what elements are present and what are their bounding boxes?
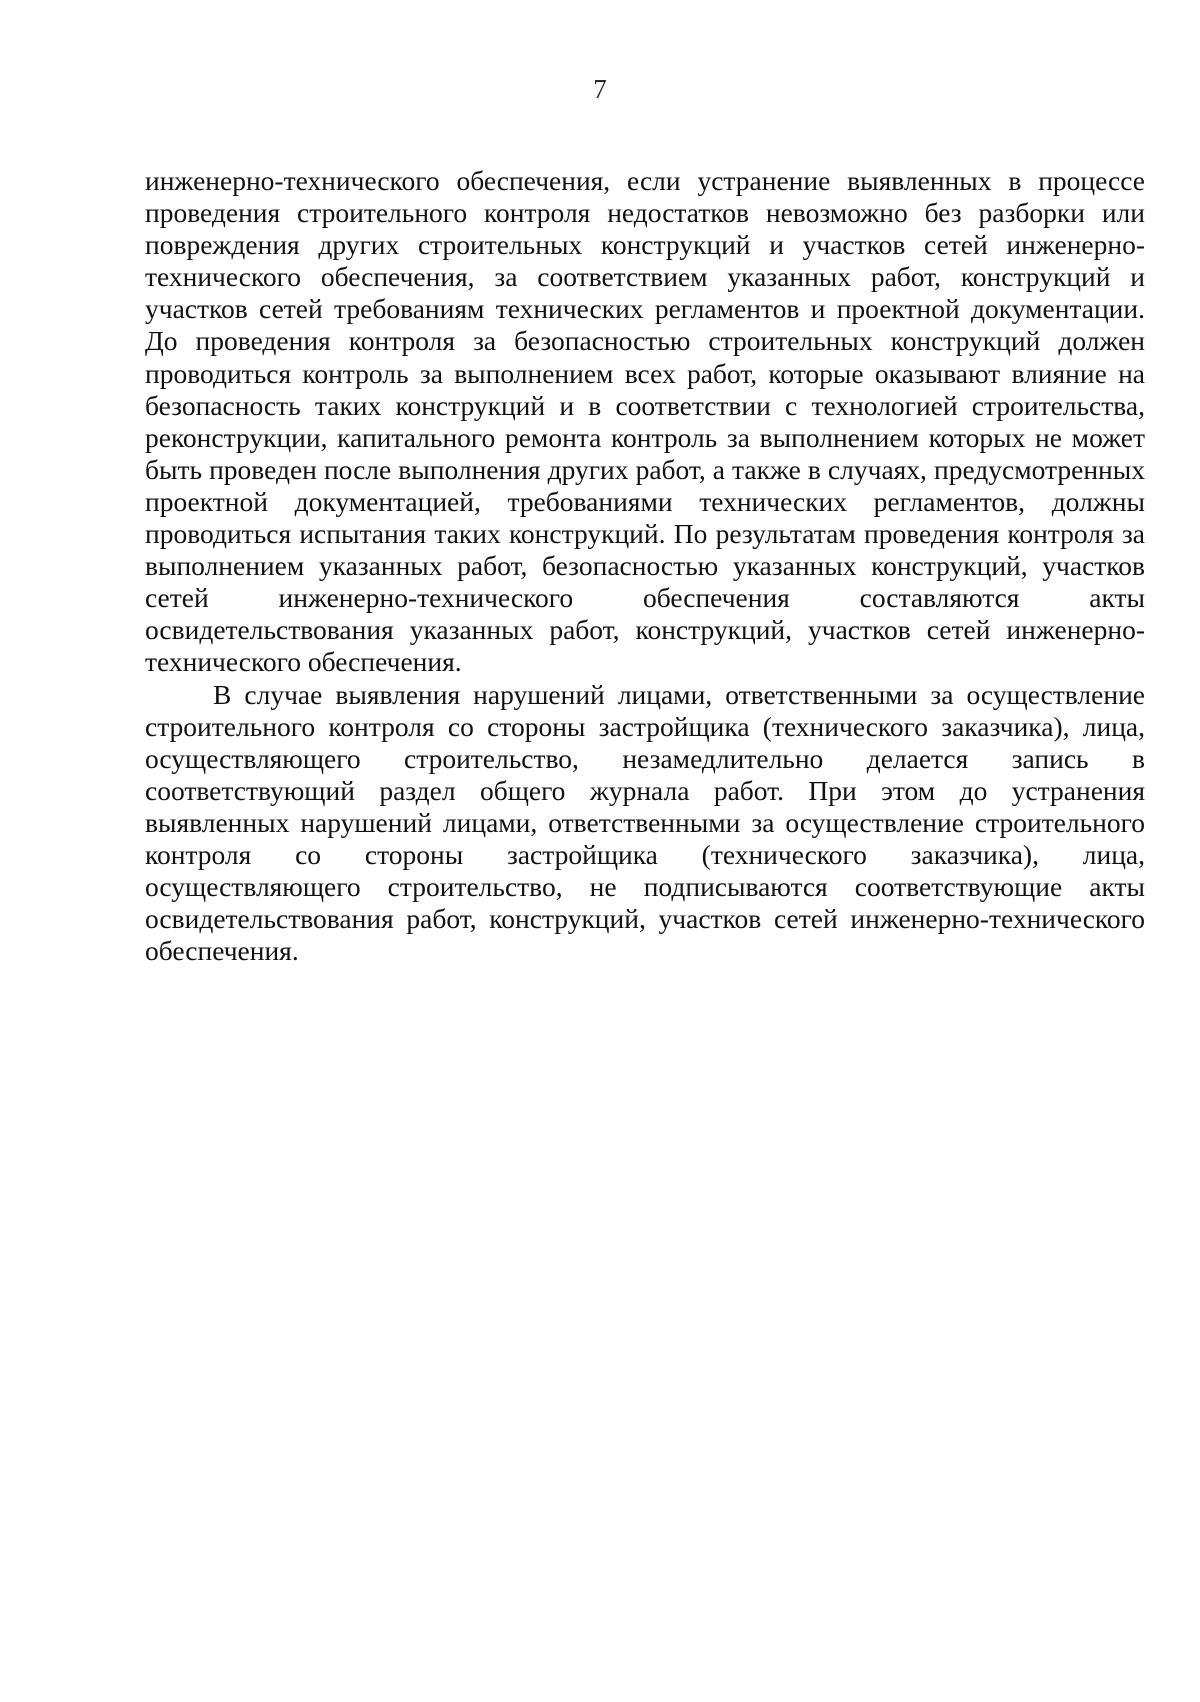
body-text <box>145 165 1145 967</box>
paragraph-continuation: инженерно-технического обеспечения, если устранение выявленных в процессе проведения строительного контроля недостатков невозможно без разборки или повреждения других строительных конструкций и участков сетей инженерно-технического обеспечения, за соответствием указанных работ, конструкций и участков сетей требованиям технических регламентов и проектной документации. До проведения контроля за безопасностью строительных конструкций должен проводиться контроль за выполнением всех работ, которые оказывают влияние на безопасность таких конструкций и в соответствии с технологией строительства, реконструкции, капитального ремонта контроль за выполнением которых не может быть проведен после выполнения других работ, а также в случаях, предусмотренных проектной документацией, требованиями технических регламентов, должны проводиться испытания таких конструкций. По результатам проведения контроля за выполнением указанных работ, безопасностью указанных конструкций, участков сетей инженерно-технического обеспечения составляются акты освидетельствования указанных работ, конструкций, участков сетей инженерно-технического обеспечения. <box>145 165 1145 678</box>
page-number: 7 <box>593 74 607 104</box>
paragraph-violations: В случае выявления нарушений лицами, ответственными за осуществление строительного контроля со стороны застройщика (технического заказчика), лица, осуществляющего строительство, незамедлительно делается запись в соответствующий раздел общего журнала работ. При этом до устранения выявленных нарушений лицами, ответственными за осуществление строительного контроля со стороны застройщика (технического заказчика), лица, осуществляющего строительство, не подписываются соответствующие акты освидетельствования работ, конструкций, участков сетей инженерно-технического обеспечения. <box>145 678 1145 967</box>
